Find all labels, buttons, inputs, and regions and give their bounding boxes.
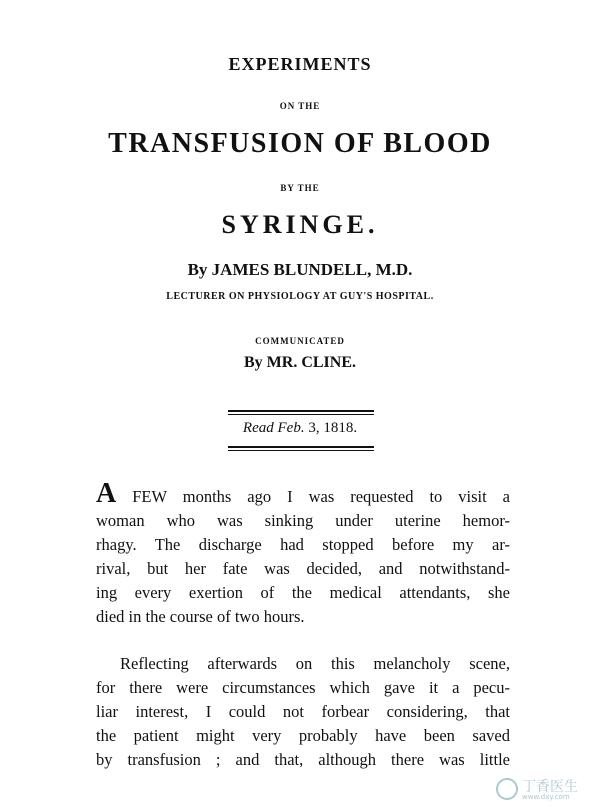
top-double-rule-thin bbox=[228, 414, 374, 415]
paragraph-line: rival, but her fate was decided, and notwithstand- bbox=[96, 559, 510, 578]
top-double-rule-thick bbox=[228, 410, 374, 412]
heading-on-the: ON THE bbox=[279, 101, 321, 111]
paragraph-line: died in the course of two hours. bbox=[96, 607, 305, 626]
heading-syringe: SYRINGE. bbox=[221, 210, 379, 239]
heading-by-the: BY THE bbox=[280, 183, 320, 193]
communicator-line: By MR. CLINE. bbox=[243, 354, 356, 371]
read-label: Read Feb. bbox=[242, 420, 305, 436]
paragraph-line: woman who was sinking under uterine hemor- bbox=[96, 511, 510, 530]
bottom-double-rule-thick bbox=[228, 446, 374, 448]
heading-experiments: EXPERIMENTS bbox=[228, 54, 372, 74]
read-date: 3, 1818. bbox=[308, 420, 358, 436]
watermark-url: www.dxy.com bbox=[522, 793, 570, 801]
paragraph-2 bbox=[96, 652, 510, 772]
paragraph-line: for there were circumstances which gave it a pecu- bbox=[96, 678, 510, 697]
watermark-text: 丁香医生 bbox=[522, 779, 578, 795]
drop-cap: A bbox=[96, 478, 117, 509]
paragraph-line: by transfusion ; and that, although there was little bbox=[96, 750, 510, 769]
bottom-double-rule-thin bbox=[228, 450, 374, 451]
author-affiliation: LECTURER ON PHYSIOLOGY AT GUY'S HOSPITAL. bbox=[166, 291, 434, 302]
paragraph-line: ing every exertion of the medical attendants, she bbox=[96, 583, 510, 602]
paragraph-line: rhagy. The discharge had stopped before my ar- bbox=[96, 535, 510, 554]
paragraph-line: Reflecting afterwards on this melancholy scene, bbox=[120, 654, 510, 673]
paragraph-1 bbox=[96, 478, 510, 629]
author-line: By JAMES BLUNDELL, M.D. bbox=[187, 260, 413, 279]
read-date-line bbox=[0, 420, 600, 437]
watermark-logo-icon bbox=[496, 778, 518, 800]
paragraph-line: A FEW months ago I was requested to visit a bbox=[96, 478, 510, 509]
communicated-label: COMMUNICATED bbox=[255, 336, 345, 346]
watermark bbox=[496, 776, 592, 802]
main-title: TRANSFUSION OF BLOOD bbox=[108, 128, 492, 159]
paragraph-line: liar interest, I could not forbear considering, that bbox=[96, 702, 510, 721]
paragraph-line: the patient might very probably have been saved bbox=[96, 726, 510, 745]
